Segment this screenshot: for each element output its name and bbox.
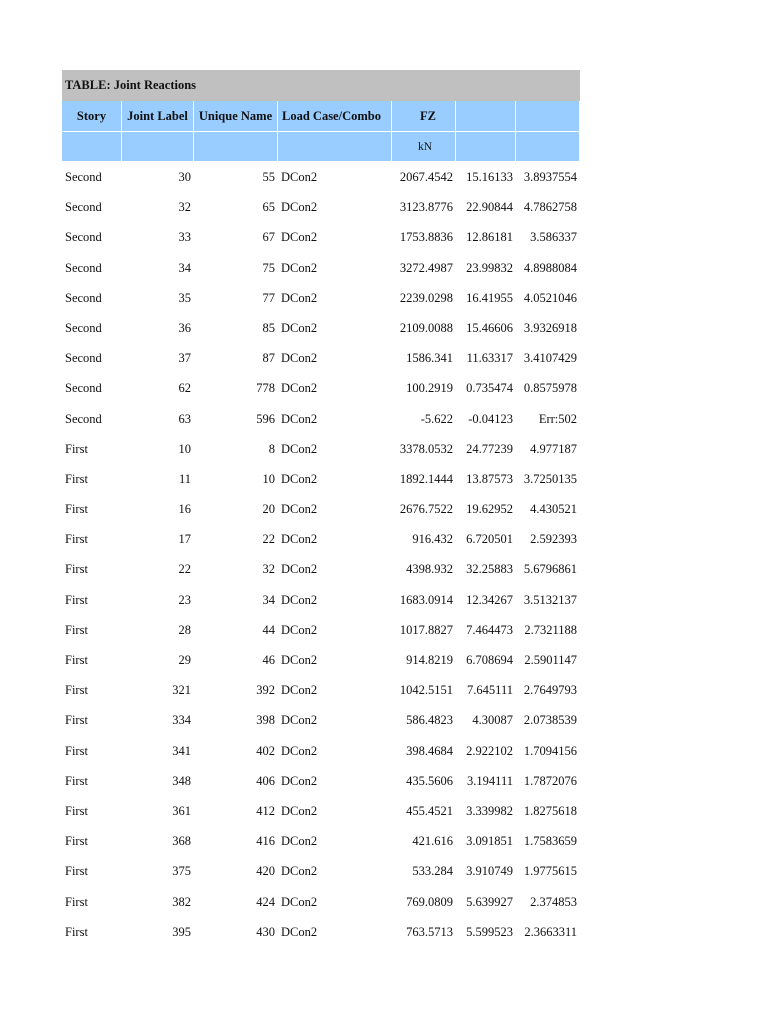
units-row	[62, 132, 580, 162]
cell-story: Second	[65, 170, 102, 184]
unit-fz: kN	[392, 132, 456, 162]
cell-unique-name: 20	[262, 502, 275, 517]
cell-joint-label: 382	[172, 894, 191, 909]
cell-unique-name: 65	[262, 200, 275, 215]
table-row	[62, 856, 580, 886]
table-row	[62, 373, 580, 403]
cell-story: First	[65, 653, 88, 667]
cell-story: Second	[65, 290, 102, 305]
cell-load-case: DCon2	[281, 803, 318, 818]
table-title: TABLE: Joint Reactions	[62, 70, 580, 101]
cell-col7: 1.7094156	[523, 743, 577, 758]
cell-fz: 3123.8776	[399, 200, 453, 215]
cell-col6: 15.46606	[466, 320, 513, 335]
cell-joint-label: 36	[178, 320, 191, 335]
cell-load-case: DCon2	[281, 411, 318, 426]
cell-col6: 2.922102	[466, 743, 513, 758]
cell-unique-name: 22	[262, 532, 275, 547]
cell-joint-label: 348	[172, 773, 191, 788]
cell-story: First	[65, 562, 88, 577]
cell-joint-label: 395	[172, 924, 191, 939]
cell-unique-name: 778	[256, 381, 275, 396]
table-row	[62, 192, 580, 222]
cell-col7: Err:502	[538, 411, 577, 426]
cell-col6: 13.87573	[466, 471, 513, 486]
cell-col7: 3.8937554	[523, 170, 577, 184]
cell-unique-name: 596	[256, 411, 275, 426]
cell-col6: 6.720501	[466, 532, 513, 547]
cell-story: Second	[65, 230, 102, 245]
cell-fz: 916.432	[412, 532, 453, 547]
cell-unique-name: 10	[262, 471, 275, 486]
cell-col6: 3.194111	[467, 773, 513, 788]
cell-load-case: DCon2	[281, 894, 318, 909]
cell-col7: 2.0738539	[523, 713, 577, 728]
cell-col6: 24.77239	[466, 441, 513, 456]
cell-col7: 1.8275618	[523, 803, 577, 818]
cell-col6: 3.091851	[466, 834, 513, 849]
cell-unique-name: 412	[256, 803, 275, 818]
cell-col7: 3.4107429	[523, 351, 577, 366]
cell-load-case: DCon2	[281, 683, 318, 698]
table-row	[62, 524, 580, 554]
cell-load-case: DCon2	[281, 502, 318, 517]
cell-joint-label: 368	[172, 834, 191, 849]
cell-unique-name: 75	[262, 260, 275, 275]
cell-col6: 3.339982	[466, 803, 513, 818]
cell-fz: 2239.0298	[399, 290, 453, 305]
cell-col6: 15.16133	[466, 170, 513, 184]
cell-joint-label: 22	[178, 562, 191, 577]
cell-col7: 3.5132137	[523, 592, 577, 607]
cell-col7: 2.592393	[530, 532, 577, 547]
header-row	[62, 101, 580, 132]
cell-story: First	[65, 592, 88, 607]
cell-story: First	[65, 532, 88, 547]
cell-unique-name: 85	[262, 320, 275, 335]
cell-col7: 5.6796861	[523, 562, 577, 577]
table-row	[62, 705, 580, 735]
cell-col7: 2.374853	[530, 894, 577, 909]
cell-fz: 763.5713	[406, 924, 453, 939]
cell-story: Second	[65, 381, 102, 396]
cell-fz: 1042.5151	[399, 683, 453, 698]
cell-fz: 1683.0914	[399, 592, 453, 607]
cell-col6: 32.25883	[466, 562, 513, 577]
cell-load-case: DCon2	[281, 532, 318, 547]
cell-unique-name: 406	[256, 773, 275, 788]
header-col7	[516, 101, 580, 132]
table-row	[62, 887, 580, 917]
cell-load-case: DCon2	[281, 200, 318, 215]
table-row	[62, 554, 580, 584]
table-row	[62, 283, 580, 313]
cell-col7: 3.586337	[530, 230, 577, 245]
header-joint-label: Joint Label	[122, 101, 194, 132]
cell-col6: 19.62952	[466, 502, 513, 517]
cell-col7: 1.7872076	[523, 773, 577, 788]
cell-col7: 2.7321188	[524, 622, 577, 637]
cell-unique-name: 392	[256, 683, 275, 698]
table-row	[62, 434, 580, 464]
cell-col6: 6.708694	[466, 653, 513, 667]
cell-fz: 586.4823	[406, 713, 453, 728]
table-row	[62, 253, 580, 283]
cell-load-case: DCon2	[281, 260, 318, 275]
table-row	[62, 917, 580, 947]
cell-joint-label: 35	[178, 290, 191, 305]
table-row	[62, 222, 580, 252]
cell-load-case: DCon2	[281, 864, 318, 879]
cell-unique-name: 77	[262, 290, 275, 305]
cell-unique-name: 424	[256, 894, 275, 909]
cell-fz: 1017.8827	[399, 622, 453, 637]
header-fz: FZ	[392, 101, 456, 132]
cell-unique-name: 67	[262, 230, 275, 245]
cell-col7: 3.7250135	[523, 471, 577, 486]
cell-col6: 5.599523	[466, 924, 513, 939]
cell-unique-name: 398	[256, 713, 275, 728]
table-row	[62, 494, 580, 524]
cell-load-case: DCon2	[281, 834, 318, 849]
cell-load-case: DCon2	[281, 381, 318, 396]
cell-joint-label: 334	[172, 713, 191, 728]
cell-fz: 2676.7522	[399, 502, 453, 517]
cell-col6: 16.41955	[466, 290, 513, 305]
cell-col7: 0.8575978	[523, 381, 577, 396]
cell-load-case: DCon2	[281, 230, 318, 245]
cell-story: First	[65, 894, 88, 909]
cell-fz: 2109.0088	[399, 320, 453, 335]
cell-joint-label: 375	[172, 864, 191, 879]
cell-joint-label: 10	[178, 441, 191, 456]
cell-col6: 22.90844	[466, 200, 513, 215]
cell-story: First	[65, 864, 88, 879]
cell-load-case: DCon2	[281, 170, 318, 184]
cell-story: Second	[65, 351, 102, 366]
cell-story: First	[65, 502, 88, 517]
cell-load-case: DCon2	[281, 743, 318, 758]
unit-story	[62, 132, 122, 162]
cell-joint-label: 341	[172, 743, 191, 758]
cell-joint-label: 33	[178, 230, 191, 245]
cell-fz: 2067.4542	[399, 170, 453, 184]
cell-col7: 2.7649793	[523, 683, 577, 698]
cell-unique-name: 402	[256, 743, 275, 758]
cell-col7: 3.9326918	[523, 320, 577, 335]
cell-story: First	[65, 622, 88, 637]
cell-fz: -5.622	[420, 411, 453, 426]
joint-reactions-sheet	[62, 70, 580, 947]
table-row	[62, 313, 580, 343]
cell-load-case: DCon2	[281, 653, 318, 667]
cell-col7: 4.0521046	[523, 290, 577, 305]
table-row	[62, 645, 580, 675]
cell-col6: -0.04123	[468, 411, 513, 426]
table-row	[62, 464, 580, 494]
cell-col6: 3.910749	[466, 864, 513, 879]
cell-load-case: DCon2	[281, 773, 318, 788]
unit-unique-name	[194, 132, 278, 162]
cell-fz: 914.8219	[406, 653, 453, 667]
table-row	[62, 343, 580, 373]
cell-load-case: DCon2	[281, 592, 318, 607]
cell-fz: 1586.341	[406, 351, 453, 366]
unit-col7	[516, 132, 580, 162]
cell-joint-label: 37	[178, 351, 191, 366]
cell-joint-label: 361	[172, 803, 191, 818]
cell-joint-label: 34	[178, 260, 191, 275]
cell-col7: 2.5901147	[524, 653, 577, 667]
table-body	[62, 162, 580, 947]
cell-story: First	[65, 713, 88, 728]
cell-fz: 455.4521	[406, 803, 453, 818]
cell-col7: 2.3663311	[524, 924, 577, 939]
cell-unique-name: 34	[262, 592, 275, 607]
unit-load-case	[278, 132, 392, 162]
table-row	[62, 796, 580, 826]
cell-fz: 769.0809	[406, 894, 453, 909]
cell-col6: 11.63317	[466, 351, 513, 366]
cell-col7: 1.9775615	[523, 864, 577, 879]
cell-fz: 3378.0532	[399, 441, 453, 456]
cell-unique-name: 87	[262, 351, 275, 366]
cell-load-case: DCon2	[281, 924, 318, 939]
cell-col6: 0.735474	[466, 381, 513, 396]
cell-story: First	[65, 683, 88, 698]
table-row	[62, 162, 580, 192]
cell-fz: 1753.8836	[399, 230, 453, 245]
table-row	[62, 826, 580, 856]
cell-unique-name: 55	[262, 170, 275, 184]
cell-fz: 100.2919	[406, 381, 453, 396]
cell-joint-label: 11	[178, 471, 191, 486]
cell-load-case: DCon2	[281, 713, 318, 728]
cell-joint-label: 321	[172, 683, 191, 698]
cell-joint-label: 28	[178, 622, 191, 637]
cell-fz: 421.616	[412, 834, 453, 849]
cell-col6: 12.34267	[466, 592, 513, 607]
cell-story: First	[65, 441, 88, 456]
cell-story: First	[65, 743, 88, 758]
cell-joint-label: 17	[178, 532, 191, 547]
cell-load-case: DCon2	[281, 351, 318, 366]
cell-fz: 398.4684	[406, 743, 453, 758]
header-unique-name: Unique Name	[194, 101, 278, 132]
cell-joint-label: 30	[178, 170, 191, 184]
cell-fz: 435.5606	[406, 773, 453, 788]
cell-unique-name: 420	[256, 864, 275, 879]
cell-story: First	[65, 803, 88, 818]
cell-unique-name: 430	[256, 924, 275, 939]
cell-fz: 1892.1444	[399, 471, 453, 486]
header-story: Story	[62, 101, 122, 132]
cell-col6: 5.639927	[466, 894, 513, 909]
cell-joint-label: 29	[178, 653, 191, 667]
cell-load-case: DCon2	[281, 441, 318, 456]
table-row	[62, 404, 580, 434]
cell-col6: 12.86181	[466, 230, 513, 245]
cell-joint-label: 63	[178, 411, 191, 426]
cell-col7: 4.977187	[530, 441, 577, 456]
cell-fz: 3272.4987	[399, 260, 453, 275]
cell-unique-name: 32	[262, 562, 275, 577]
cell-col6: 23.99832	[466, 260, 513, 275]
cell-unique-name: 46	[262, 653, 275, 667]
cell-col7: 4.8988084	[523, 260, 577, 275]
header-col6	[456, 101, 516, 132]
cell-load-case: DCon2	[281, 471, 318, 486]
cell-joint-label: 23	[178, 592, 191, 607]
cell-col6: 7.464473	[466, 622, 513, 637]
cell-unique-name: 8	[268, 441, 275, 456]
table-row	[62, 615, 580, 645]
cell-col7: 1.7583659	[523, 834, 577, 849]
cell-load-case: DCon2	[281, 290, 318, 305]
table-row	[62, 766, 580, 796]
cell-col6: 7.645111	[467, 683, 513, 698]
unit-joint-label	[122, 132, 194, 162]
unit-col6	[456, 132, 516, 162]
cell-joint-label: 62	[178, 381, 191, 396]
table-row	[62, 675, 580, 705]
cell-story: Second	[65, 260, 102, 275]
cell-story: First	[65, 773, 88, 788]
cell-load-case: DCon2	[281, 562, 318, 577]
cell-unique-name: 416	[256, 834, 275, 849]
table-row	[62, 736, 580, 766]
cell-load-case: DCon2	[281, 622, 318, 637]
cell-joint-label: 32	[178, 200, 191, 215]
cell-story: First	[65, 834, 88, 849]
cell-story: Second	[65, 411, 102, 426]
cell-col7: 4.7862758	[523, 200, 577, 215]
cell-story: Second	[65, 320, 102, 335]
cell-story: First	[65, 924, 88, 939]
table-row	[62, 585, 580, 615]
header-load-case: Load Case/Combo	[278, 101, 392, 132]
cell-joint-label: 16	[178, 502, 191, 517]
cell-unique-name: 44	[262, 622, 275, 637]
cell-col6: 4.30087	[472, 713, 513, 728]
cell-load-case: DCon2	[281, 320, 318, 335]
cell-story: First	[65, 471, 88, 486]
cell-fz: 4398.932	[406, 562, 453, 577]
cell-col7: 4.430521	[530, 502, 577, 517]
cell-story: Second	[65, 200, 102, 215]
cell-fz: 533.284	[412, 864, 453, 879]
